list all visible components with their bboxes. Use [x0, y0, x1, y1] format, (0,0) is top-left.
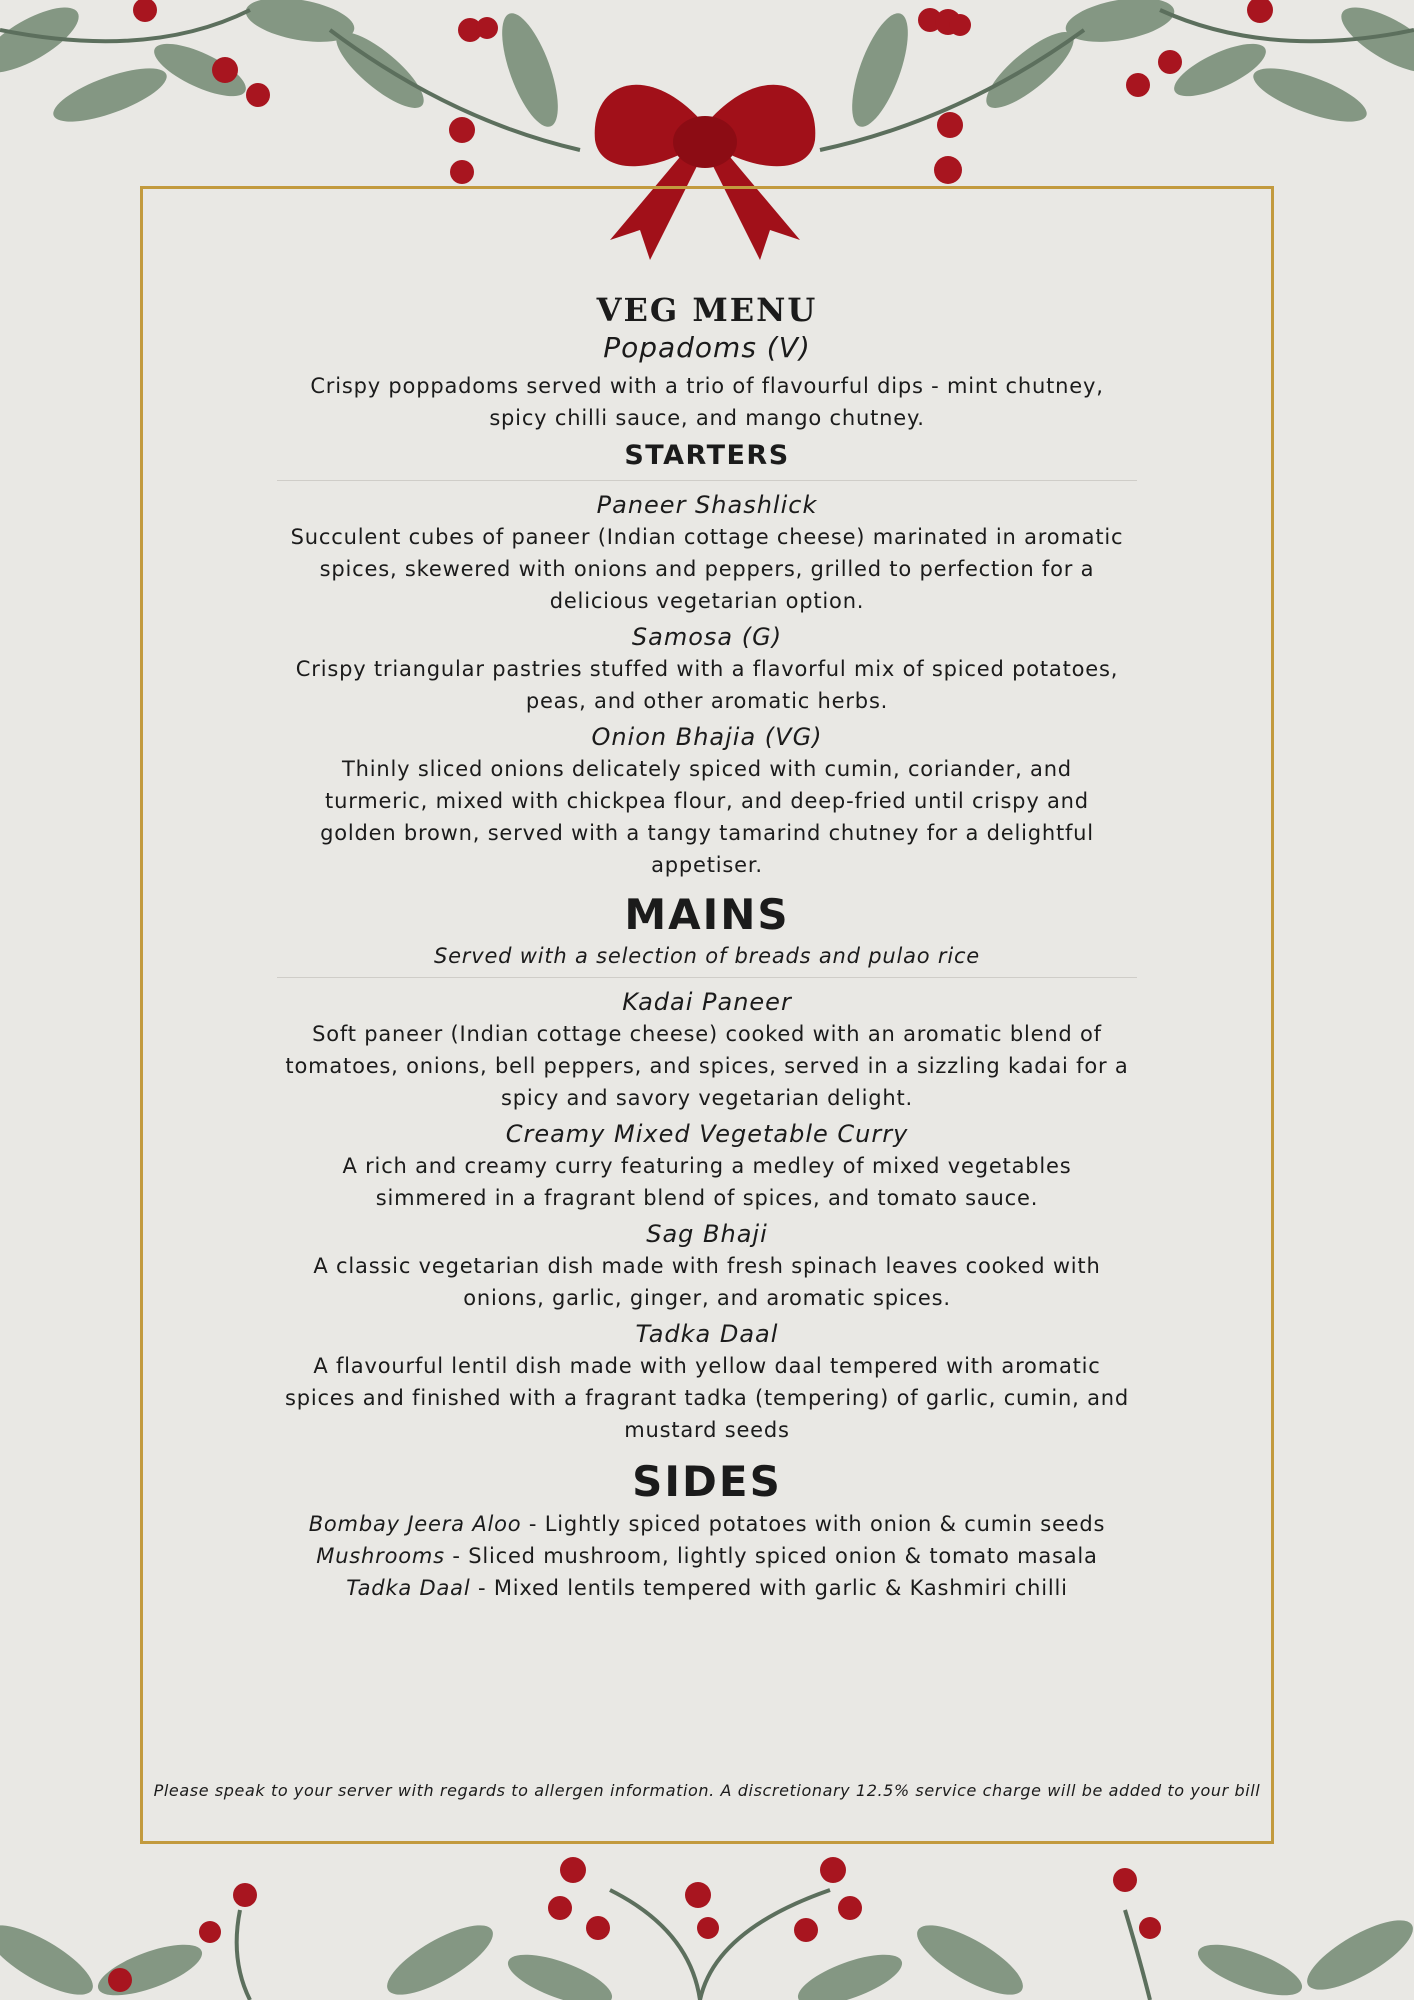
side-item — [160, 1508, 1254, 1540]
main-item-name: Kadai Paneer — [622, 988, 792, 1016]
main-item-description: A flavourful lentil dish made with yellow daal tempered with aromatic spices and finished with a fragrant tadka (tempering) of garlic, cumin, and mustard seeds — [284, 1354, 1130, 1442]
side-item-name: Mushrooms — [316, 1544, 445, 1568]
main-item-name: Tadka Daal — [635, 1320, 779, 1348]
main-item-description: A classic vegetarian dish made with fresh spinach leaves cooked with onions, garlic, ginger, and aromatic spices. — [313, 1254, 1101, 1310]
side-item-description: - Sliced mushroom, lightly spiced onion & tomato masala — [444, 1544, 1098, 1568]
main-item — [160, 1218, 1254, 1314]
starter-item-name: Onion Bhajia (VG) — [591, 723, 823, 751]
starters-heading: STARTERS — [624, 440, 790, 471]
main-item — [160, 1318, 1254, 1446]
holly-garland-bottom — [0, 1850, 1414, 2000]
main-item — [160, 1118, 1254, 1214]
allergen-footer-note: Please speak to your server with regards to allergen information. A discretionary 12.5% service charge will be added to your bill — [153, 1781, 1261, 1800]
main-item-name: Creamy Mixed Vegetable Curry — [505, 1120, 909, 1148]
main-item — [160, 986, 1254, 1114]
side-item-name: Bombay Jeera Aloo — [308, 1512, 522, 1536]
side-item — [160, 1572, 1254, 1604]
starter-item — [160, 489, 1254, 617]
mains-heading: MAINS — [624, 890, 790, 939]
side-item-description: - Mixed lentils tempered with garlic & Kashmiri chilli — [470, 1576, 1068, 1600]
side-item — [160, 1540, 1254, 1572]
starter-item-description: Thinly sliced onions delicately spiced with cumin, coriander, and turmeric, mixed with chickpea flour, and deep-fried until crispy and golden brown, served with a tangy tamarind chutney for a delightful appetiser. — [320, 757, 1094, 877]
starter-item-name: Samosa (G) — [631, 623, 783, 651]
starter-item-description: Crispy triangular pastries stuffed with a flavorful mix of spiced potatoes, peas, and other aromatic herbs. — [295, 657, 1119, 713]
starter-item-description: Succulent cubes of paneer (Indian cottage cheese) marinated in aromatic spices, skewered with onions and peppers, grilled to perfection for a delicious vegetarian option. — [290, 525, 1124, 613]
starters-divider — [277, 480, 1137, 481]
side-item-description: - Lightly spiced potatoes with onion & cumin seeds — [521, 1512, 1106, 1536]
menu-title: VEG MENU — [596, 291, 818, 329]
main-item-description: Soft paneer (Indian cottage cheese) cooked with an aromatic blend of tomatoes, onions, bell peppers, and spices, served in a sizzling kadai for a spicy and savory vegetarian delight. — [285, 1022, 1129, 1110]
starter-item — [160, 621, 1254, 717]
main-item-description: A rich and creamy curry featuring a medley of mixed vegetables simmered in a fragrant blend of spices, and tomato sauce. — [342, 1154, 1072, 1210]
popadoms-description: Crispy poppadoms served with a trio of flavourful dips - mint chutney, spicy chilli sauce, and mango chutney. — [310, 374, 1104, 430]
main-item-name: Sag Bhaji — [646, 1220, 768, 1248]
starter-item-name: Paneer Shashlick — [596, 491, 818, 519]
popadoms-name: Popadoms (V) — [603, 331, 811, 364]
sides-heading: SIDES — [632, 1457, 782, 1506]
mains-subtitle: Served with a selection of breads and pulao rice — [433, 944, 981, 968]
menu-content — [160, 290, 1254, 1604]
mains-divider — [277, 977, 1137, 978]
side-item-name: Tadka Daal — [346, 1576, 471, 1600]
starter-item — [160, 721, 1254, 881]
